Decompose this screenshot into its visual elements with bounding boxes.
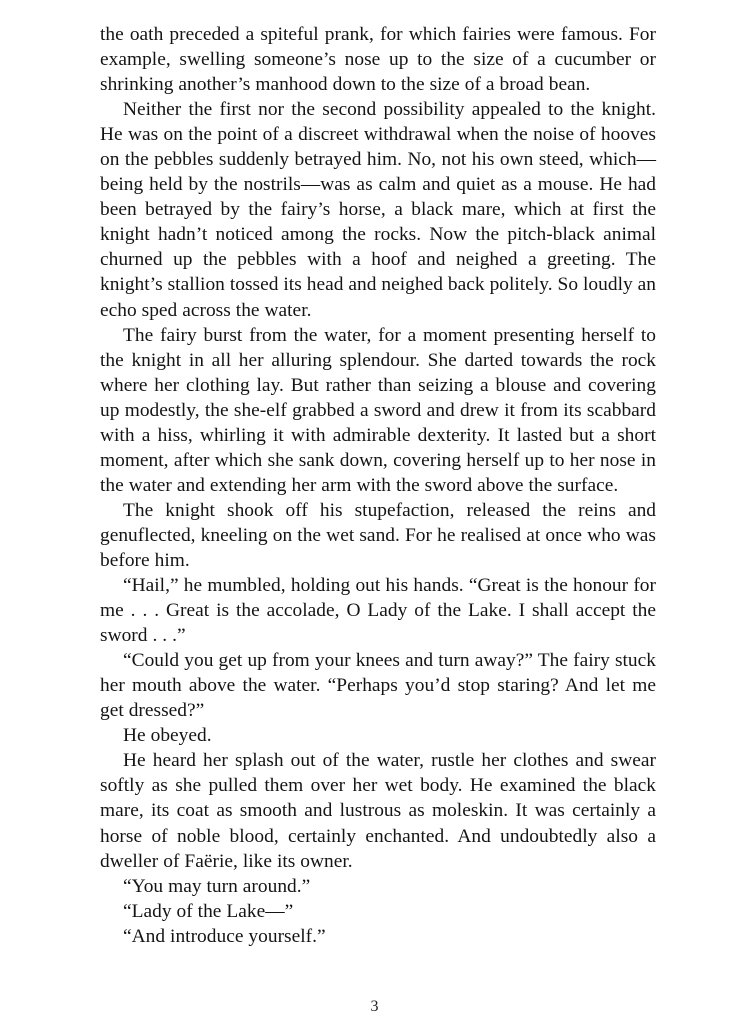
paragraph: He obeyed. xyxy=(123,725,212,747)
body-text-column xyxy=(100,22,656,949)
paragraph: the oath preceded a spiteful prank, for which fairies were famous. For example, swelling someone’s nose up to the size of a cucumber or shrinking another’s manhood down to the size of a broad bean. xyxy=(100,24,656,96)
paragraph: The fairy burst from the water, for a moment presenting herself to the knight in all her alluring splendour. She darted towards the rock where her clothing lay. But rather than seizing a blouse and covering up modestly, the she-elf grabbed a sword and drew it from its scabbard with a hiss, whirling it with admirable dexterity. It lasted but a short moment, after which she sank down, covering herself up to her nose in the water and extending her arm with the sword above the surface. xyxy=(100,324,656,496)
paragraph: “Lady of the Lake—” xyxy=(123,900,294,922)
paragraph: Neither the first nor the second possibility appealed to the knight. He was on the point of a discreet withdrawal when the noise of hooves on the pebbles suddenly betrayed him. No, not his own steed, which—being held by the nostrils—was as calm and quiet as a mouse. He had been betrayed by the fairy’s horse, a black mare, which at first the knight hadn’t noticed among the rocks. Now the pitch-black animal churned up the pebbles with a hoof and neighed a greeting. The knight’s stallion tossed its head and neighed back politely. So loudly an echo sped across the water. xyxy=(100,99,657,321)
paragraph: “Hail,” he mumbled, holding out his hands. “Great is the honour for me . . . Great is the accolade, O Lady of the Lake. I shall accept the sword . . .” xyxy=(100,575,656,647)
paragraph: “And introduce yourself.” xyxy=(123,925,326,947)
page-number: 3 xyxy=(370,998,379,1015)
paragraph: “You may turn around.” xyxy=(123,875,311,897)
paragraph: He heard her splash out of the water, rustle her clothes and swear softly as she pulled them over her wet body. He examined the black mare, its coat as smooth and lustrous as moleskin. It was certainly a horse of noble blood, certainly enchanted. And undoubtedly also a dweller of Faërie, like its owner. xyxy=(100,750,656,872)
paragraph: The knight shook off his stupefaction, released the reins and genuflected, kneeling on the wet sand. For he realised at once who was before him. xyxy=(100,499,656,571)
paragraph: “Could you get up from your knees and turn away?” The fairy stuck her mouth above the water. “Perhaps you’d stop staring? And let me get dressed?” xyxy=(100,650,656,722)
